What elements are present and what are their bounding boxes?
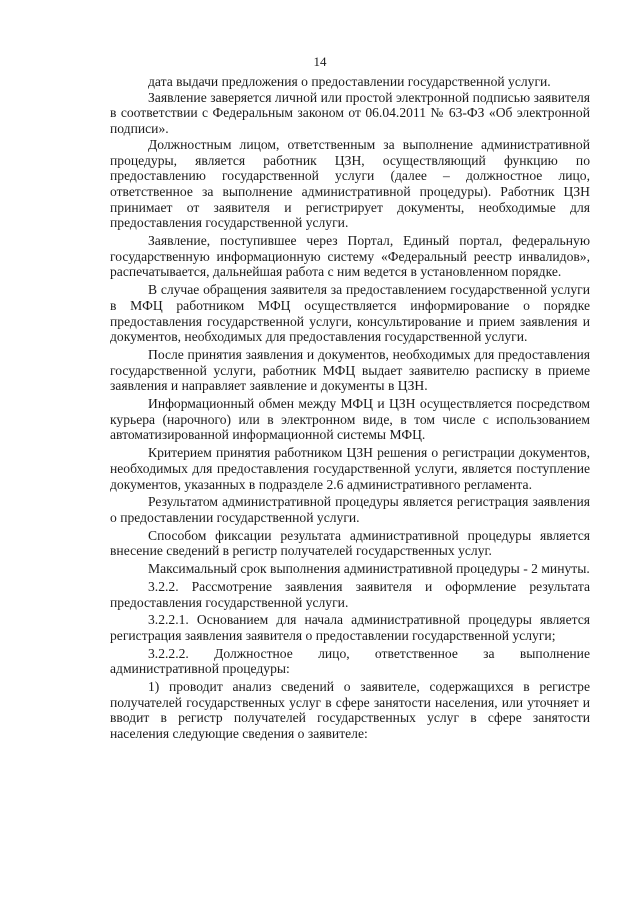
paragraph: 3.2.2.2. Должностное лицо, ответственное за выполнение административной процедуры:: [110, 645, 590, 677]
paragraph: В случае обращения заявителя за предоставлением государственной услуги в МФЦ работником МФЦ осуществляется информирование о порядке предоставления государственной услуги, консультирование и прием заявления и документов, необходимых для предоставления государственной услуги.: [110, 282, 590, 345]
paragraph: Заявление заверяется личной или простой электронной подписью заявителя в соответствии с Федеральным законом от 06.04.2011 № 63-ФЗ «Об электронной подписи».: [110, 89, 590, 137]
paragraph: 3.2.2. Рассмотрение заявления заявителя и оформление результата предоставления государственной услуги.: [110, 578, 590, 610]
paragraph: Результатом административной процедуры является регистрация заявления о предоставлении государственной услуги.: [110, 494, 590, 525]
paragraph: Критерием принятия работником ЦЗН решения о регистрации документов, необходимых для предоставления государственной услуги, является поступление документов, указанных в подразделе 2.6 административного регламента.: [110, 445, 590, 492]
document-body: [110, 74, 590, 744]
paragraph: 1) проводит анализ сведений о заявителе, содержащихся в регистре получателей государственных услуг в сфере занятости населения, или уточняет и вводит в регистр получателей государственных услуг в сфере занятости населения следующие сведения о заявителе:: [110, 679, 590, 742]
paragraph: Информационный обмен между МФЦ и ЦЗН осуществляется посредством курьера (нарочного) или в электронном виде, в том числе с использованием автоматизированной информационной системы МФЦ.: [110, 396, 590, 443]
paragraph: дата выдачи предложения о предоставлении государственной услуги.: [148, 74, 551, 89]
section-heading: 3.2.2.1. Основанием для начала административной процедуры является регистрация заявления заявителя о предоставлении государственной услуги;: [110, 612, 590, 643]
paragraph: Заявление, поступившее через Портал, Единый портал, федеральную государственную информационную систему «Федеральный реестр инвалидов», распечатывается, дальнейшая работа с ним ведется в установленном порядке.: [110, 233, 590, 280]
paragraph: Способом фиксации результата административной процедуры является внесение сведений в регистр получателей государственных услуг.: [110, 527, 590, 559]
page-number: 14: [313, 54, 327, 69]
paragraph: После принятия заявления и документов, необходимых для предоставления государственной услуги, работник МФЦ выдает заявителю расписку в приеме заявления и направляет заявление и документы в ЦЗН.: [110, 346, 590, 394]
paragraph: Должностным лицом, ответственным за выполнение административной процедуры, является работник ЦЗН, осуществляющий функцию по предоставлению государственной услуги (далее – должностное лицо, ответственное за выполнение административной процедуры). Работник ЦЗН принимает от заявителя и регистрирует документы, необходимые для предоставления государственной услуги.: [110, 136, 590, 231]
paragraph: Максимальный срок выполнения административной процедуры - 2 минуты.: [148, 561, 590, 577]
